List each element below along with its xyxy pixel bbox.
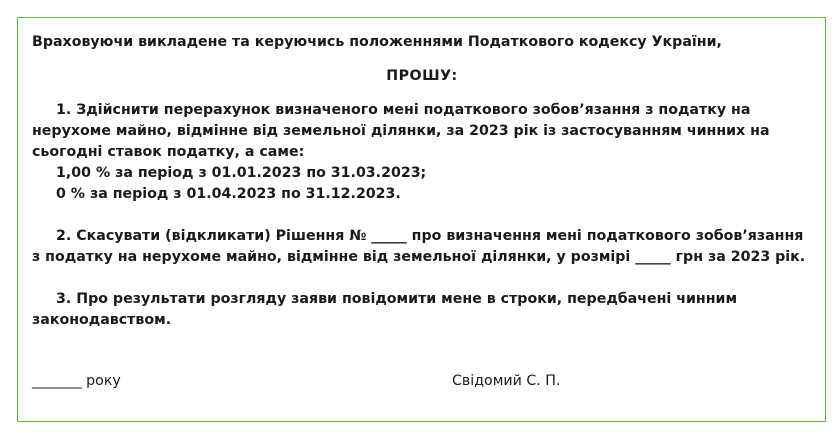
request-item-2: 2. Скасувати (відкликати) Рішення № _____ про визначення мені податкового зобов’язання з податку на нерухоме майно, відмінне від земельної ділянки, у розмірі _____ грн за 2023 рік.: [32, 228, 806, 265]
signature-date: _______ року: [32, 373, 121, 389]
request-heading: ПРОШУ:: [386, 68, 458, 84]
signature-name: Свідомий С. П.: [452, 373, 561, 389]
request-item-3: 3. Про результати розгляду заяви повідомити мене в строки, передбачені чинним законодавством.: [32, 291, 738, 328]
rate-line-2: 0 % за період з 01.04.2023 по 31.12.2023.: [56, 186, 401, 202]
intro-paragraph: Враховуючи викладене та керуючись положеннями Податкового кодексу України,: [32, 34, 722, 50]
signature-row: [32, 373, 812, 394]
document-frame: [17, 17, 826, 422]
request-item-1: 1. Здійснити перерахунок визначеного мені податкового зобов’язання з податку на нерухоме майно, відмінне від земельної ділянки, за 2023 рік із застосуванням чинних на сьогодні ставок податку, а саме:: [32, 102, 770, 160]
rate-line-1: 1,00 % за період з 01.01.2023 по 31.03.2023;: [56, 165, 427, 181]
request-body: [32, 32, 812, 331]
